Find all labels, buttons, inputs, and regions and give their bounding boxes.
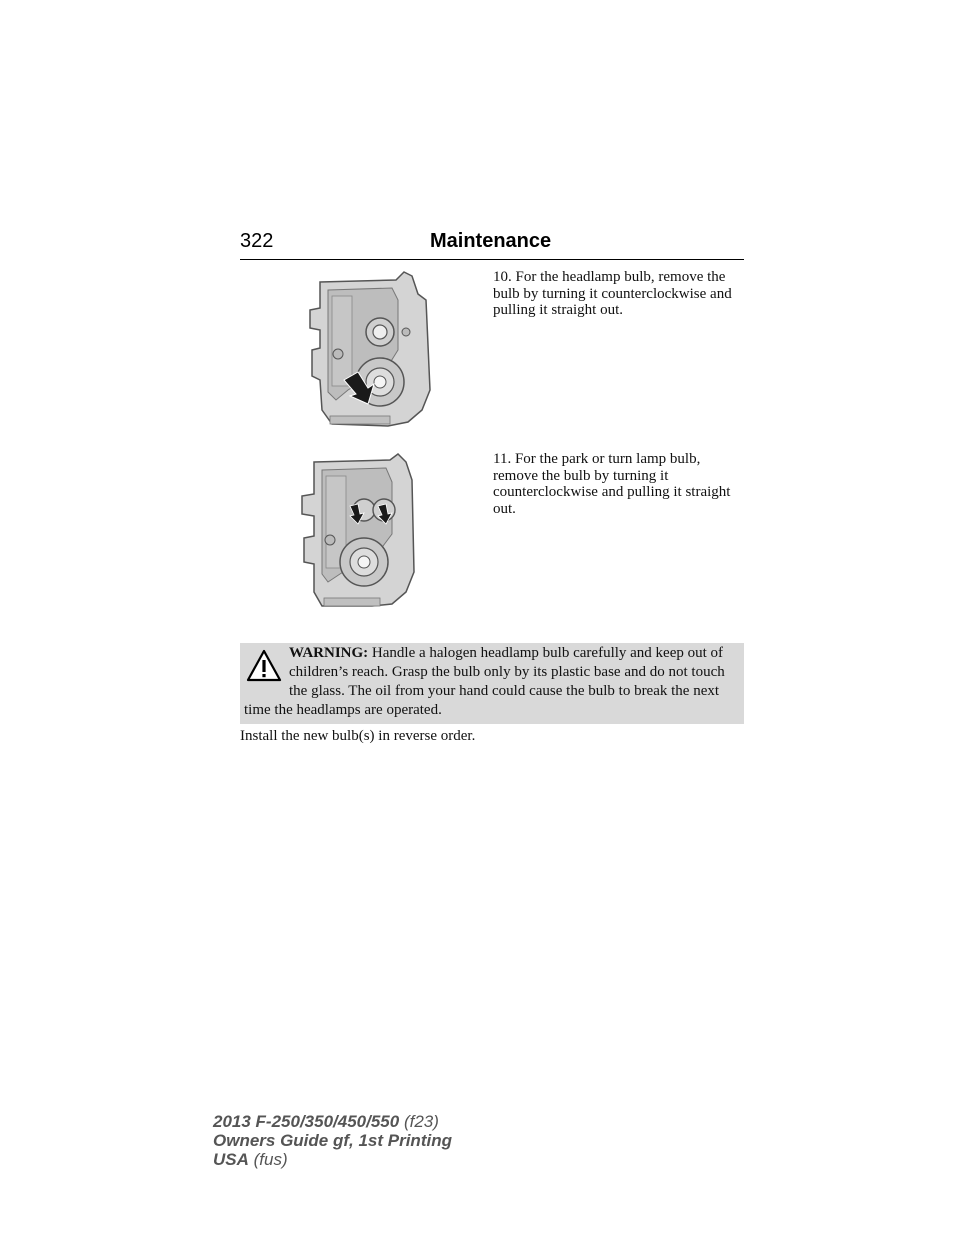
warning-triangle-icon xyxy=(246,648,282,684)
page-number: 322 xyxy=(240,230,274,252)
step-11-text: 11. For the park or turn lamp bulb, remove the bulb by turning it counterclockwise and pulling it straight out. xyxy=(493,451,731,517)
document-footer xyxy=(213,1112,452,1169)
headlamp-bulb-figure xyxy=(308,270,434,428)
warning-label: WARNING: xyxy=(289,645,369,661)
page-header xyxy=(240,229,744,260)
footer-line-3: USA (fus) xyxy=(213,1150,288,1169)
footer-line-1: 2013 F-250/350/450/550 (f23) xyxy=(213,1112,439,1131)
section-title: Maintenance xyxy=(430,230,552,252)
park-turn-bulb-figure xyxy=(300,452,418,610)
headlamp-assembly-icon xyxy=(302,454,414,606)
install-instruction: Install the new bulb(s) in reverse order. xyxy=(240,728,476,744)
headlamp-assembly-icon xyxy=(310,272,430,426)
warning-text: Handle a halogen headlamp bulb carefully and keep out of children’s reach. Grasp the bulb only by its plastic base and do not touch the glass. The oil from your hand could cause the bulb to break the next time the headlamps are operated. xyxy=(244,645,725,718)
warning-box xyxy=(240,643,744,724)
footer-line-2: Owners Guide gf, 1st Printing xyxy=(213,1131,452,1150)
step-10-text: 10. For the headlamp bulb, remove the bulb by turning it counterclockwise and pulling it straight out. xyxy=(493,269,732,318)
